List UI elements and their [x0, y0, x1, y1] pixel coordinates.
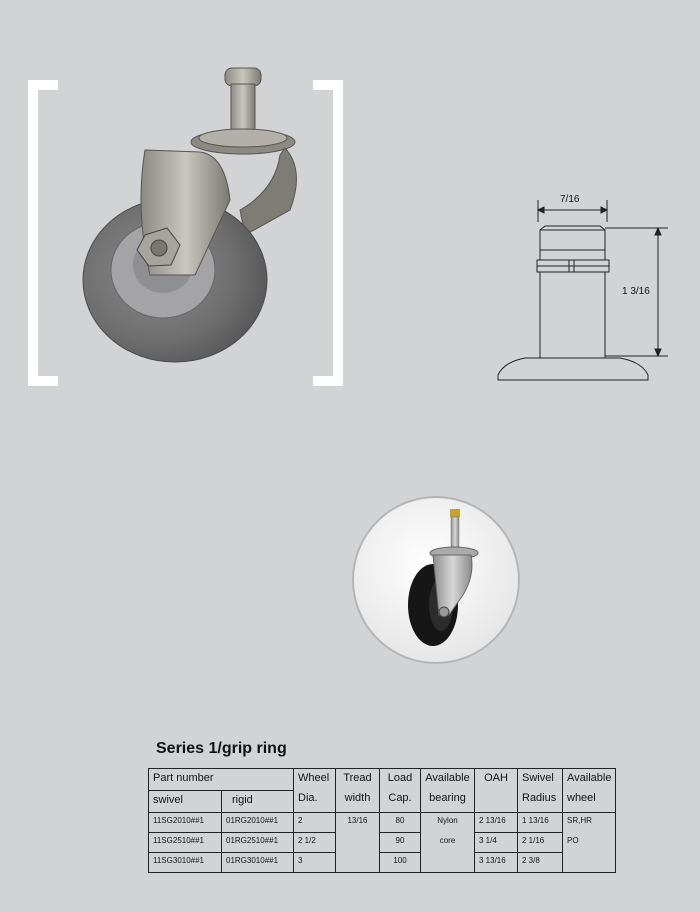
oah-value: 3 1/4: [479, 836, 497, 845]
series-title: Series 1/grip ring: [156, 740, 287, 757]
header-width: width: [344, 792, 371, 804]
swivel-radius-value: 2 1/16: [522, 836, 545, 845]
height-dimension-label: 1 3/16: [622, 286, 650, 297]
header-row-1: [149, 769, 616, 791]
wheel-diameter: 2 1/2: [298, 836, 316, 845]
header-cap: Cap.: [388, 792, 412, 804]
table-row: [149, 833, 616, 853]
swivel-radius-value: 1 13/16: [522, 816, 549, 825]
header-rigid: rigid: [232, 794, 253, 806]
width-dimension-label: 7/16: [560, 194, 580, 205]
left-bracket: [28, 80, 58, 386]
table-row: [149, 853, 616, 873]
caster-photo-round: [351, 495, 521, 665]
header-bearing: bearing: [429, 792, 466, 804]
wheel-types: SR,HR: [567, 816, 592, 825]
wheel-diameter: 2: [298, 816, 303, 825]
oah-value: 2 13/16: [479, 816, 506, 825]
header-available-bearing: Available: [425, 772, 470, 784]
wheel-types-2: PO: [567, 836, 579, 845]
load-capacity: 80: [395, 816, 405, 825]
bearing-type: Nylon: [437, 816, 458, 825]
header-available-wheel: Available: [567, 772, 612, 784]
header-part-number: Part number: [153, 772, 214, 784]
caster-photo-large: [75, 60, 325, 370]
load-capacity: 90: [395, 836, 405, 845]
header-wheel-type: wheel: [567, 792, 596, 804]
header-swivel: swivel: [153, 794, 183, 806]
header-load: Load: [387, 772, 413, 784]
tread-width: 13/16: [347, 816, 368, 825]
swivel-part-number: 11SG2010##1: [153, 816, 205, 825]
header-radius: Radius: [522, 792, 557, 804]
spec-table: [148, 768, 616, 873]
swivel-part-number: 11SG3010##1: [153, 856, 205, 865]
oah-value: 3 13/16: [479, 856, 506, 865]
wheel-diameter: 3: [298, 856, 303, 865]
swivel-part-number: 11SG2510##1: [153, 836, 205, 845]
table-row: [149, 813, 616, 833]
header-dia: Dia.: [298, 792, 318, 804]
rigid-part-number: 01RG2510##1: [226, 836, 279, 845]
swivel-radius-value: 2 3/8: [522, 856, 540, 865]
header-oah: OAH: [484, 772, 508, 784]
header-tread: Tread: [343, 772, 372, 784]
header-swivel-radius: Swivel: [522, 772, 554, 784]
rigid-part-number: 01RG3010##1: [226, 856, 279, 865]
load-capacity: 100: [393, 856, 407, 865]
bearing-type-2: core: [439, 836, 456, 845]
rigid-part-number: 01RG2010##1: [226, 816, 279, 825]
header-wheel: Wheel: [298, 772, 330, 784]
